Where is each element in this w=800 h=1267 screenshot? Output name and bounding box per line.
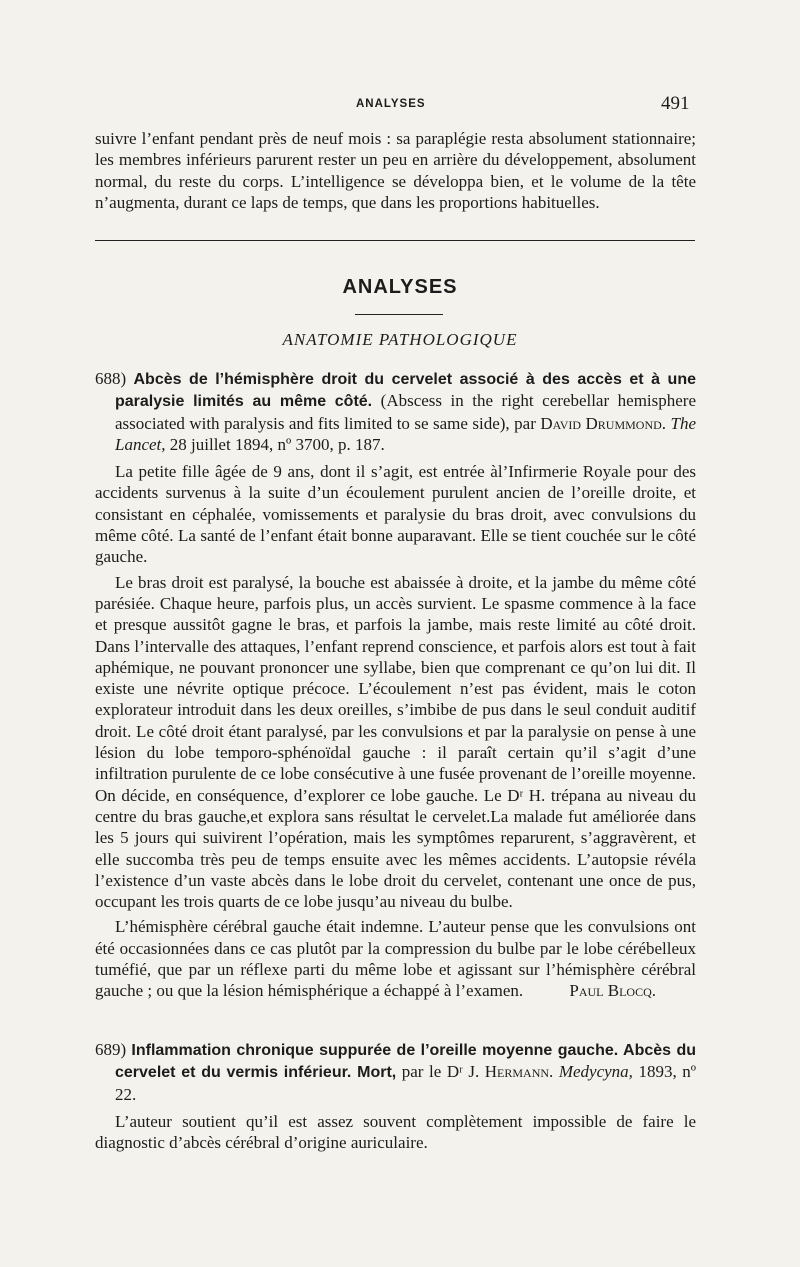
article-689-journal: Medycyna,	[558, 1062, 633, 1082]
section-divider	[95, 240, 695, 241]
section-title: ANALYSES	[342, 276, 458, 298]
article-689-paragraph: L’auteur soutient qu’il est assez souvent complètement impossible de faire le diagnostic d’abcès cérébral d’origine auriculaire.	[95, 1111, 696, 1153]
article-689-title: Inflammation chronique suppurée de l’oreille moyenne gauche. Abcès du cervelet et du vermis inférieur. Mort,	[115, 1042, 696, 1082]
article-688-english: (Abscess in the right cerebellar hemisphere associated with paralysis and fits limited to se same side), par	[115, 391, 697, 433]
running-head: ANALYSES	[356, 98, 426, 110]
article-688-signature: Paul Blocq.	[569, 981, 656, 1001]
intro-block	[95, 128, 696, 213]
article-688-author: David Drummond.	[540, 413, 667, 433]
article-688-paragraph-2: Le bras droit est paralysé, la bouche est abaissée à droite, et la jambe du même côté parésiée. Chaque heure, parfois plus, un accès survient. Le spasme commence à la face et presque aussitôt gagne le bras, et parfois la jambe, mais reste limité au côté droit. Dans l’intervalle des attaques, l’enfant reprend conscience, et parfois alors est tout à fait aphémique, ne pouvant prononcer une syllabe, bien que comprenant ce qu’on lui dit. Il existe une névrite optique précoce. L’écoulement n’est pas évident, mais le coton explorateur introduit dans les deux oreilles, s’imbibe de pus dans le seul conduit auditif droit. Le côté droit étant paralysé, par les convulsions et par la paralysie on pense à une lésion du lobe temporo-sphénoïdal gauche : il paraît certain qu’il s’agit d’une infiltration purulente de ce lobe consécutive à une fusée provenant de l’oreille moyenne. On décide, en conséquence, d’explorer ce lobe gauche. Le Dʳ H. trépana au niveau du centre du bras gauche,et explora sans résultat le cervelet.La malade fut améliorée dans les 5 jours qui suivirent l’opération, mais les symptômes reparurent, s’aggravèrent, et elle succomba très peu de temps ensuite avec les mêmes accidents. L’autopsie révéla l’existence d’un vaste abcès dans le lobe droit du cervelet, contenant une once de pus, occupant les trois quarts de ce lobe jusqu’au niveau du bulbe.	[95, 572, 696, 912]
article-688-heading	[95, 368, 696, 455]
article-688-citation: 28 juillet 1894, nº 3700, p. 187.	[169, 434, 385, 454]
article-688-title: Abcès de l’hémisphère droit du cervelet associé à des accès et à une paralysie limités au même côté.	[115, 371, 696, 411]
section-subtitle: ANATOMIE PATHOLOGIQUE	[282, 330, 518, 349]
intro-paragraph: suivre l’enfant pendant près de neuf mois : sa paraplégie resta absolument stationnaire; les membres inférieurs parurent rester un peu en arrière du développement, absolument normal, du reste du corps. L’intelligence se développa bien, et le volume de la tête n’augmenta, durant ce laps de temps, que dans les proportions habituelles.	[95, 129, 696, 212]
article-689-number: 689)	[95, 1040, 127, 1059]
article-689-byline: par le Dʳ J.	[401, 1062, 480, 1082]
article-689-author: Hermann.	[484, 1062, 554, 1082]
article-688-paragraph-1: La petite fille âgée de 9 ans, dont il s’agit, est entrée àl’Infirmerie Royale pour des accidents survenus à la suite d’un écoulement purulent ancien de l’oreille droite, et consistant en céphalée, vomissements et paralysie du bras droit, avec convulsions du même côté. La santé de l’enfant était bonne auparavant. Elle se tient couchée sur le côté gauche.	[95, 462, 696, 567]
article-689-citation: 1893, nº 22.	[115, 1062, 697, 1104]
title-underline	[355, 314, 443, 315]
article-689-heading	[95, 1039, 696, 1105]
page-number: 491	[661, 93, 690, 114]
article-688-paragraph-3: L’hémisphère cérébral gauche était indemne. L’auteur pense que les convulsions ont été occasionnées dans ce cas plutôt par la compression du bulbe par le lobe cérébelleux tuméfié, que par un réflexe parti du même lobe et agissant sur l’hémisphère cérébral gauche ; ou que la lésion hémisphérique a échappé à l’examen.	[95, 917, 696, 1001]
article-689	[95, 1039, 696, 1153]
article-688	[95, 368, 696, 1002]
article-688-number: 688)	[95, 369, 127, 388]
article-688-journal: The Lancet,	[115, 413, 697, 454]
